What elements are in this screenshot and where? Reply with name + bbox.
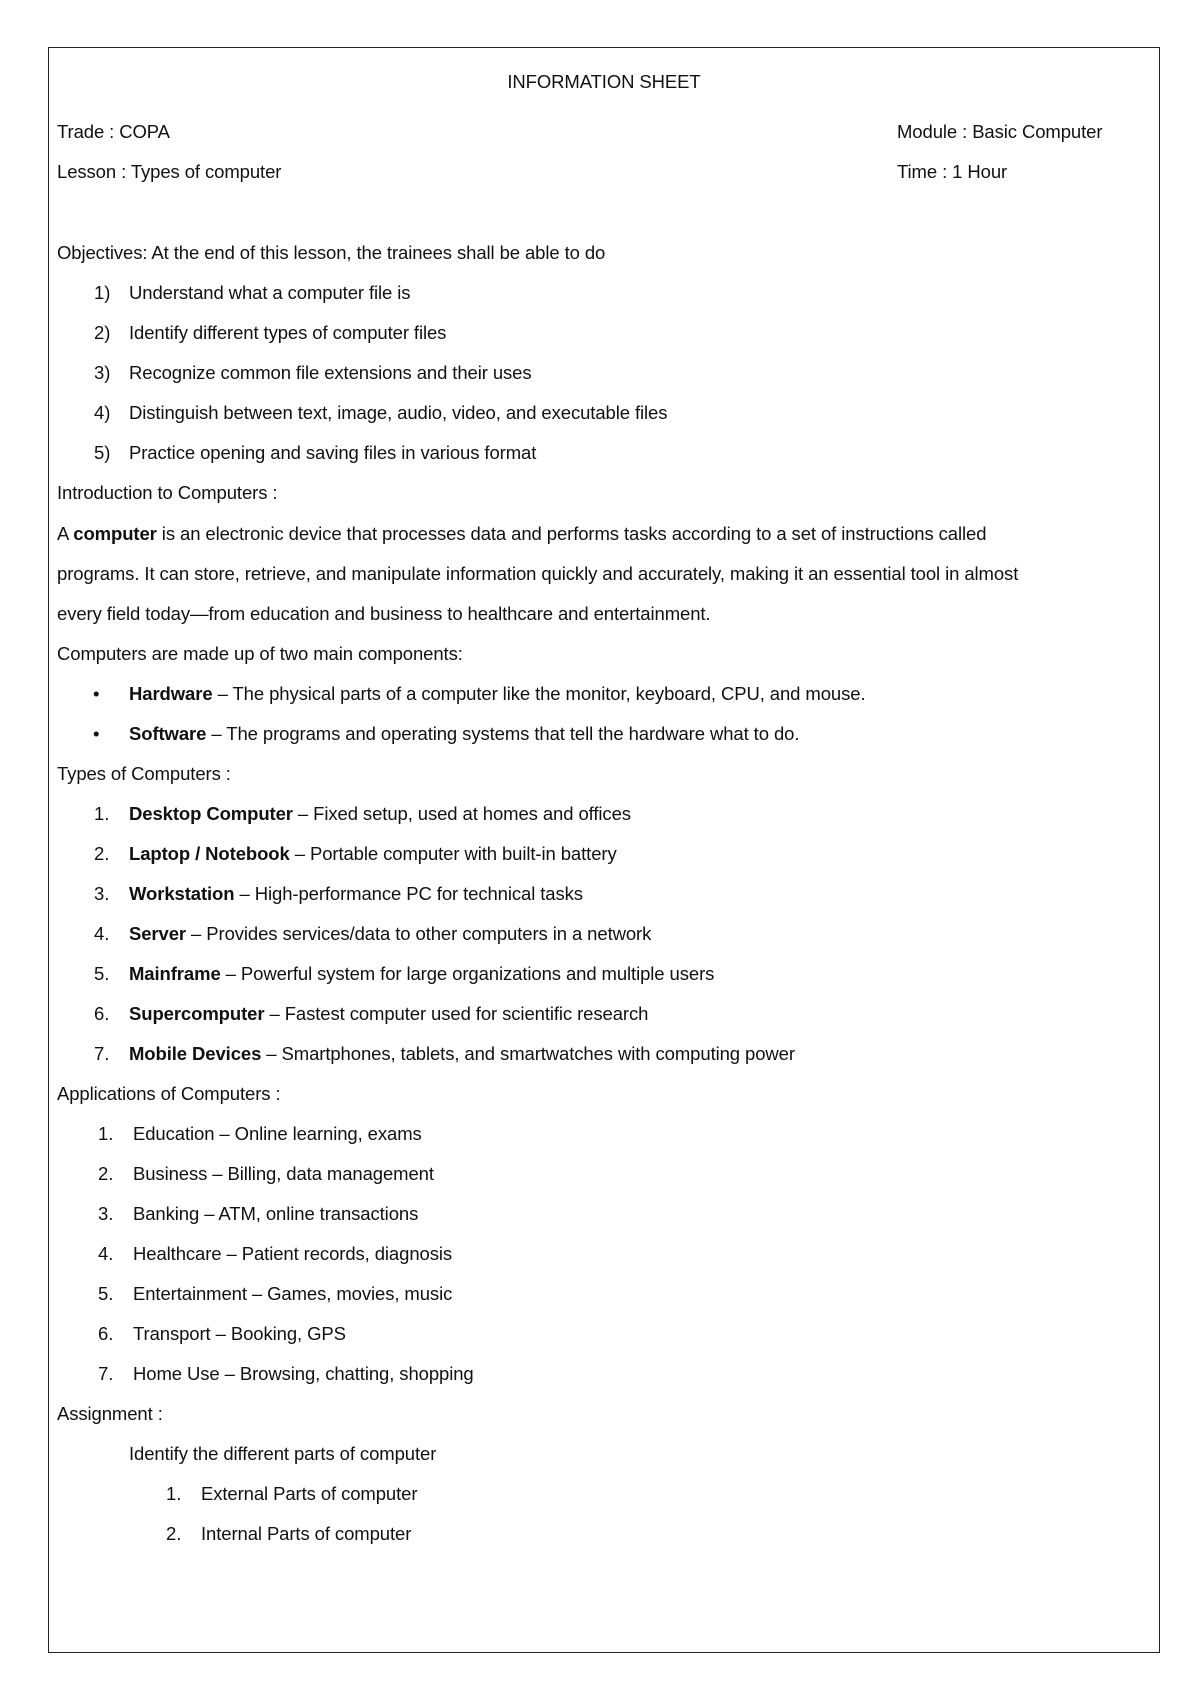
type-number: 1. <box>94 803 110 824</box>
intro-bold-term: computer <box>73 523 157 544</box>
intro-heading: Introduction to Computers : <box>57 482 278 503</box>
application-number: 6. <box>98 1323 114 1344</box>
components-heading: Computers are made up of two main components: <box>57 643 463 664</box>
application-item: Healthcare – Patient records, diagnosis <box>133 1243 453 1264</box>
application-item: Education – Online learning, exams <box>133 1123 422 1144</box>
application-number: 4. <box>98 1243 114 1264</box>
type-item <box>129 842 617 866</box>
bullet-icon: • <box>93 683 100 704</box>
types-heading: Types of Computers : <box>57 763 231 784</box>
component-item <box>129 682 865 706</box>
application-number: 3. <box>98 1203 114 1224</box>
type-item <box>129 802 631 826</box>
type-item <box>129 1042 795 1066</box>
type-item <box>129 882 583 906</box>
objective-number: 4) <box>94 402 111 423</box>
type-number: 6. <box>94 1003 110 1024</box>
intro-paragraph-line: programs. It can store, retrieve, and manipulate information quickly and accurately, making it an essential tool in almost <box>57 563 1019 584</box>
assignment-item: External Parts of computer <box>201 1483 418 1504</box>
objective-number: 3) <box>94 362 111 383</box>
bullet-icon: • <box>93 723 100 744</box>
assignment-number: 1. <box>166 1483 182 1504</box>
type-number: 7. <box>94 1043 110 1064</box>
type-term: Mainframe <box>129 963 221 984</box>
application-item: Business – Billing, data management <box>133 1163 434 1184</box>
assignment-task: Identify the different parts of computer <box>129 1443 437 1464</box>
application-number: 2. <box>98 1163 114 1184</box>
module-label: Module : Basic Computer <box>897 121 1103 142</box>
type-term: Laptop / Notebook <box>129 843 290 864</box>
objectives-heading: Objectives: At the end of this lesson, the trainees shall be able to do <box>57 242 606 263</box>
type-desc: – Fixed setup, used at homes and offices <box>292 803 631 824</box>
type-desc: – Smartphones, tablets, and smartwatches with computing power <box>261 1043 795 1064</box>
type-number: 2. <box>94 843 110 864</box>
intro-prefix: A <box>57 523 74 544</box>
intro-paragraph-line <box>57 522 986 546</box>
component-item <box>129 722 799 746</box>
application-number: 1. <box>98 1123 114 1144</box>
information-sheet <box>48 47 1160 1653</box>
type-term: Mobile Devices <box>129 1043 262 1064</box>
assignment-number: 2. <box>166 1523 182 1544</box>
objective-number: 5) <box>94 442 111 463</box>
intro-line1-rest: is an electronic device that processes data and performs tasks according to a set of instructions called <box>156 523 987 544</box>
type-desc: – Portable computer with built-in battery <box>289 843 617 864</box>
component-term: Hardware <box>129 683 213 704</box>
lesson-label: Lesson : Types of computer <box>57 161 282 182</box>
type-desc: – Fastest computer used for scientific research <box>264 1003 649 1024</box>
type-desc: – Powerful system for large organizations and multiple users <box>220 963 715 984</box>
objective-number: 1) <box>94 282 111 303</box>
time-label: Time : 1 Hour <box>897 161 1008 182</box>
component-desc: – The physical parts of a computer like the monitor, keyboard, CPU, and mouse. <box>212 683 866 704</box>
type-desc: – Provides services/data to other computers in a network <box>186 923 652 944</box>
sheet-title: INFORMATION SHEET <box>507 71 701 92</box>
objective-number: 2) <box>94 322 111 343</box>
type-term: Server <box>129 923 187 944</box>
objective-item: Identify different types of computer files <box>129 322 447 343</box>
type-number: 5. <box>94 963 110 984</box>
objective-item: Distinguish between text, image, audio, video, and executable files <box>129 402 668 423</box>
component-desc: – The programs and operating systems that tell the hardware what to do. <box>206 723 800 744</box>
applications-heading: Applications of Computers : <box>57 1083 281 1104</box>
assignment-heading: Assignment : <box>57 1403 163 1424</box>
objective-item: Recognize common file extensions and their uses <box>129 362 532 383</box>
component-term: Software <box>129 723 207 744</box>
type-item <box>129 962 714 986</box>
application-item: Transport – Booking, GPS <box>133 1323 346 1344</box>
application-item: Banking – ATM, online transactions <box>133 1203 419 1224</box>
type-item <box>129 1002 648 1026</box>
objective-item: Understand what a computer file is <box>129 282 411 303</box>
type-term: Supercomputer <box>129 1003 265 1024</box>
application-item: Home Use – Browsing, chatting, shopping <box>133 1363 474 1384</box>
objective-item: Practice opening and saving files in various format <box>129 442 537 463</box>
type-term: Desktop Computer <box>129 803 293 824</box>
assignment-item: Internal Parts of computer <box>201 1523 412 1544</box>
type-item <box>129 922 651 946</box>
application-number: 7. <box>98 1363 114 1384</box>
intro-paragraph-line: every field today—from education and business to healthcare and entertainment. <box>57 603 711 624</box>
type-number: 3. <box>94 883 110 904</box>
type-number: 4. <box>94 923 110 944</box>
type-term: Workstation <box>129 883 235 904</box>
application-item: Entertainment – Games, movies, music <box>133 1283 453 1304</box>
type-desc: – High-performance PC for technical tasks <box>234 883 583 904</box>
application-number: 5. <box>98 1283 114 1304</box>
trade-label: Trade : COPA <box>57 121 170 142</box>
